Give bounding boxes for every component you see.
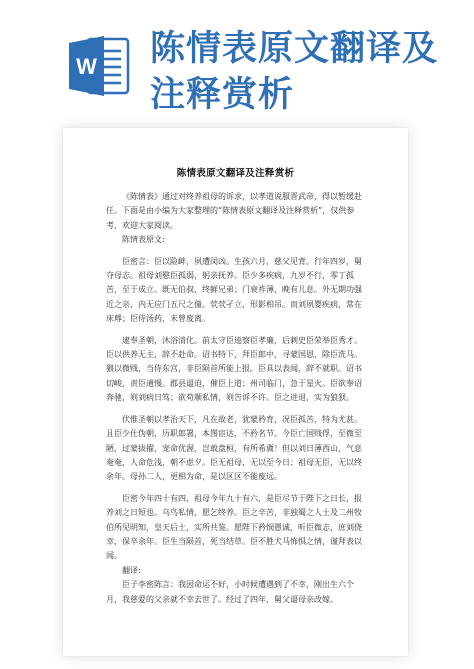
banner-title-line-1: 陈情表原文翻译及 [150,29,439,69]
section-heading-translation: 翻译: [122,565,141,575]
document-page [63,128,408,656]
document-body [106,190,368,607]
intro-paragraph: 《陈情表》通过对终养祖母的诉求，以孝道说服晋武帝，得以暂缓赴任。下面是由小编为大家整理的“陈情表原文翻译及注释赏析”，仅供参考，欢迎大家阅读。 [106,192,362,230]
text-paragraph: 逮奉圣朝，沐浴清化。前太守臣逵察臣孝廉，后刺史臣荣举臣秀才。臣以供养无主，辞不赴命。诏书特下，拜臣郎中，寻蒙国恩，除臣洗马。猥以微贱，当侍东宫，非臣陨首所能上报。臣具以表闻，辞不就职。诏书切峻，责臣逋慢。郡县逼迫，催臣上道；州司临门，急于星火。臣欲奉诏奔驰，则刘病日笃；欲苟顺私情，则告诉不许。臣之进退，实为狼狈。 [106,335,362,403]
text-paragraph: 伏惟圣朝以孝治天下，凡在故老，犹蒙矜育，况臣孤苦，特为尤甚。且臣少仕伪朝，历职郎署，本图宦达，不矜名节。今臣亡国贱俘，至微至陋，过蒙拔擢，宠命优渥，岂敢盘桓，有所希冀！但以刘日薄西山，气息奄奄，人命危浅，朝不虑夕。臣无祖母，无以至今日；祖母无臣，无以终余年。母孙二人，更相为命，是以区区不能废远。 [106,414,362,482]
document-title: 陈情表原文翻译及注释赏析 [176,168,295,179]
banner-title-line-2: 注释赏析 [150,75,295,115]
text-paragraph: 臣子李密陈言：我因命运不好，小时候遭遇到了不幸，刚出生六个月，我慈爱的父亲就不幸去世了。经过了四年，舅父逼母亲改嫁。 [106,580,354,604]
section-heading-original: 陈情表原文: [122,235,165,245]
text-paragraph: 臣密言：臣以险衅，夙遭闵凶。生孩六月，慈父见背。行年四岁，舅夺母志。祖母刘愍臣孤弱，躬亲抚养。臣少多疾病，九岁不行，零丁孤苦，至于成立。既无伯叔，终鲜兄弟；门衰祚薄，晚有儿息。外无期功强近之亲，内无应门五尺之僮。茕茕孑立，形影相吊。而刘夙婴疾病，常在床蓐；臣侍汤药，未曾废离。 [106,256,362,324]
word-icon [66,33,132,99]
header-banner [0,0,474,120]
svg-text:W: W [76,54,97,79]
text-paragraph: 臣密今年四十有四，祖母今年九十有六，是臣尽节于陛下之日长，报养刘之日短也。乌鸟私情，愿乞终养。臣之辛苦，非独蜀之人士及二州牧伯所见明知，皇天后土，实所共鉴。愿陛下矜悯愚诚，听臣微志，庶刘侥幸，保卒余年。臣生当陨首，死当结草。臣不胜犬马怖惧之情，谨拜表以闻。 [106,493,362,561]
banner-title [150,26,450,118]
